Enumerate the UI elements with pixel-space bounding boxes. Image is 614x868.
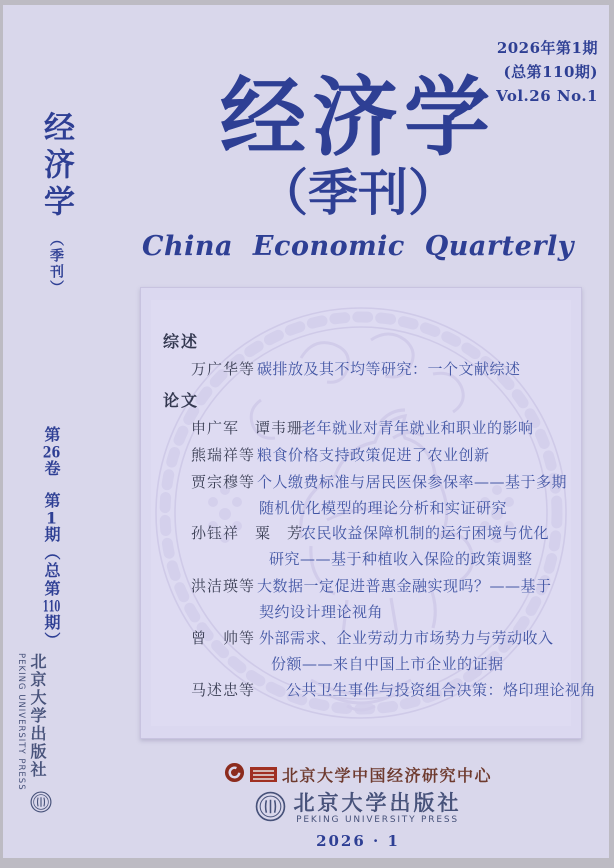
issue-vol-line: Vol.26 No.1 <box>496 87 598 105</box>
issue-year-line: 2026年第1期 <box>496 39 598 57</box>
spine-title <box>34 111 79 431</box>
toc-title: 个人缴费标准与居民医保参保率——基于多期 <box>257 473 568 491</box>
journal-title-cn: 经济学 <box>220 67 496 168</box>
toc-title: 农民收益保障机制的运行困境与优化 <box>301 524 550 542</box>
ccer-seal-icon <box>250 767 277 782</box>
toc-authors: 申广军 谭韦珊 <box>191 419 304 437</box>
spine-volume-issue <box>40 426 63 686</box>
ccer-name: 北京大学中国经济研究中心 <box>281 765 492 785</box>
press-name <box>294 792 462 825</box>
toc-title-continued: 契约设计理论视角 <box>259 603 384 621</box>
toc-title-continued: 份额——来自中国上市企业的证据 <box>271 655 504 673</box>
toc-title: 老年就业对青年就业和职业的影响 <box>301 419 534 437</box>
toc-authors: 贾宗穆等 <box>191 473 256 491</box>
toc-title: 碳排放及其不均等研究：一个文献综述 <box>257 360 521 378</box>
spine-issue-post: 期） <box>42 614 61 650</box>
press-name-en: PEKING UNIVERSITY PRESS <box>296 815 459 825</box>
spine-press <box>16 653 49 803</box>
ccer-row <box>224 762 492 786</box>
pku-seal-icon <box>255 791 286 826</box>
toc-authors: 熊瑞祥等 <box>191 446 256 464</box>
toc-authors: 孙钰祥 粟 芳 <box>191 524 304 542</box>
spine-gap <box>42 478 61 492</box>
toc-authors: 万广华等 <box>191 360 256 378</box>
journal-title-sub: （季刊） <box>258 163 458 222</box>
toc-title: 大数据一定促进普惠金融实现吗？——基于 <box>257 577 552 595</box>
toc-authors: 洪洁瑛等 <box>191 577 256 595</box>
press-row <box>255 791 462 826</box>
toc-title-continued: 随机优化模型的理论分析和实证研究 <box>259 499 508 517</box>
pku-seal-icon-small <box>30 791 52 817</box>
toc-authors: 曾 帅等 <box>191 629 256 647</box>
toc-section-survey: 综述 <box>163 332 200 351</box>
spine-issue-no: 1 <box>45 510 58 526</box>
toc-panel <box>140 287 597 739</box>
issue-total-line: (总第110期) <box>503 63 598 81</box>
toc-title: 外部需求、企业劳动力市场势力与劳动收入 <box>259 629 554 647</box>
spine-vol-pre: 第 <box>42 426 61 444</box>
toc-section-articles: 论文 <box>163 391 200 410</box>
toc-title: 粮食价格支持政策促进了农业创新 <box>257 446 490 464</box>
spine-title-sub: （季刊） <box>48 232 64 296</box>
spine-issue-total: 110 <box>42 598 61 614</box>
spine-issue-mid: 期（总第 <box>42 526 61 598</box>
toc-title: 公共卫生事件与投资组合决策：烙印理论视角 <box>286 681 597 699</box>
spine-press-en: PEKING UNIVERSITY PRESS <box>16 653 26 791</box>
spine-title-cn: 经济学 <box>38 111 74 222</box>
footer-issue: 2026 · 1 <box>316 832 400 850</box>
publisher-block <box>118 762 598 850</box>
press-name-cn: 北京大学出版社 <box>293 790 462 815</box>
spine-vol-post: 卷 <box>42 460 61 478</box>
toc-authors: 马述忠等 <box>191 681 256 699</box>
spine-vol-num: 26 <box>42 444 61 460</box>
spine-press-cn: 北京大学出版社 <box>28 653 47 779</box>
spine-issue-pre: 第 <box>42 492 61 510</box>
ccer-logo-icon <box>224 762 245 787</box>
toc-title-continued: 研究——基于种植收入保险的政策调整 <box>269 550 533 568</box>
journal-title-en: China Economic Quarterly <box>142 231 574 262</box>
cover-background <box>3 5 609 858</box>
